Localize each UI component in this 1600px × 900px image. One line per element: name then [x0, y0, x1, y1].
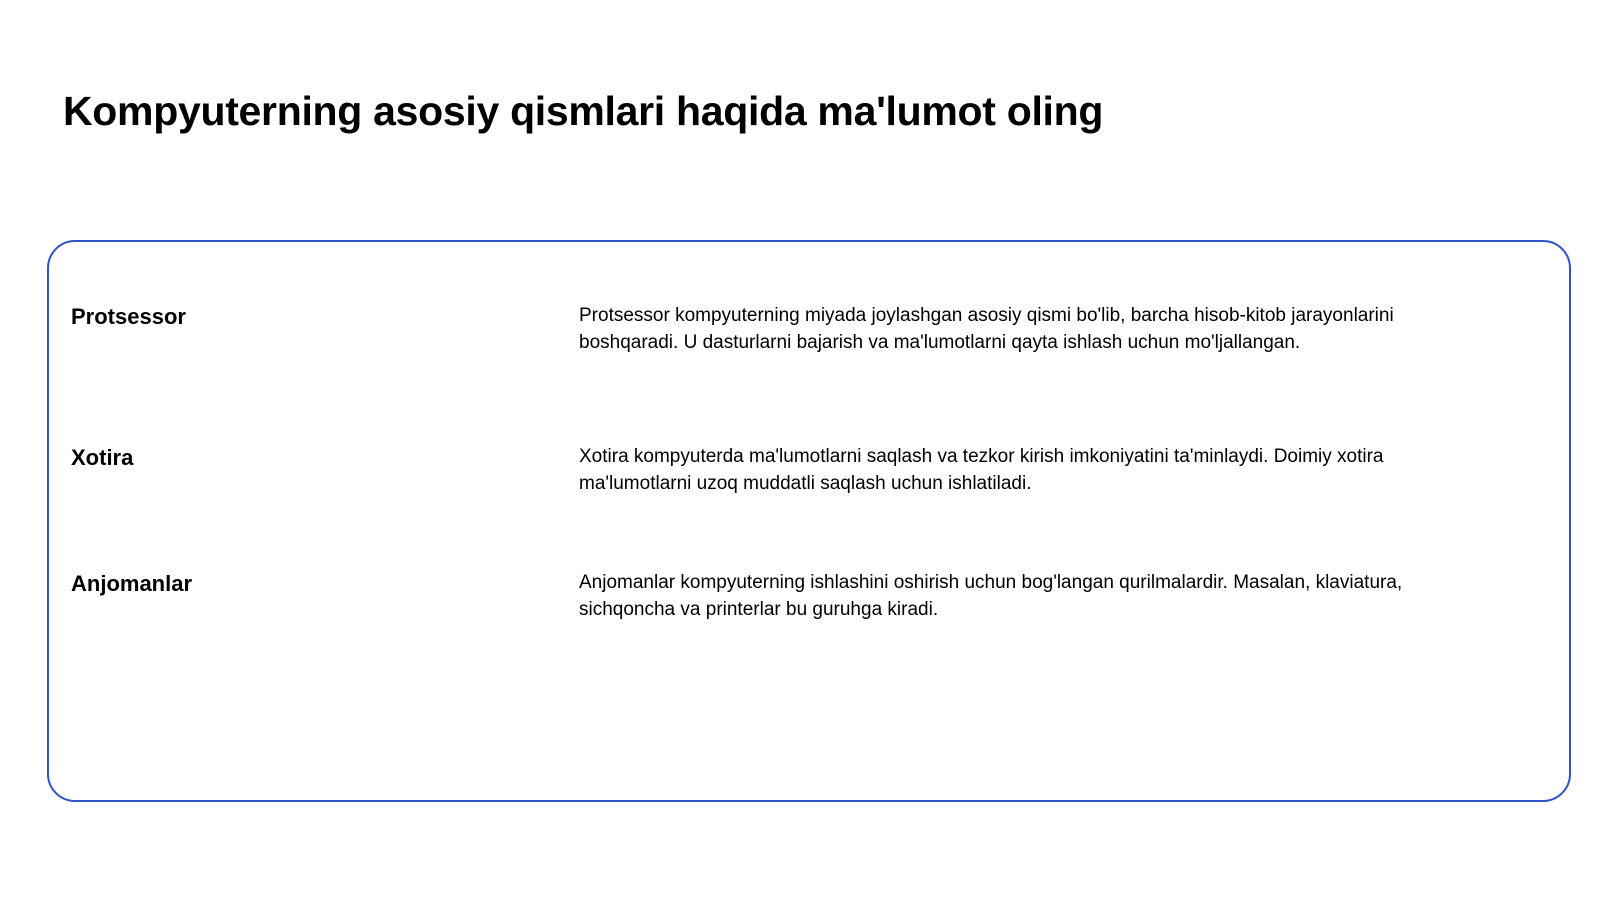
content-card: [47, 240, 1571, 802]
term-label: Xotira: [71, 445, 134, 470]
page-title: Kompyuterning asosiy qismlari haqida ma'lumot oling: [63, 88, 1104, 134]
term-label: Protsessor: [71, 304, 186, 329]
term-label: Anjomanlar: [71, 571, 193, 596]
term-description: Anjomanlar kompyuterning ishlashini oshirish uchun bog'langan qurilmalardir. Masalan, klaviatura, sichqoncha va printerlar bu guruhga kiradi.: [579, 572, 1403, 620]
term-description: Protsessor kompyuterning miyada joylashgan asosiy qismi bo'lib, barcha hisob-kitob jarayonlarini boshqaradi. U dasturlarni bajarish va ma'lumotlarni qayta ishlash uchun mo'ljallangan.: [579, 305, 1394, 353]
term-description: Xotira kompyuterda ma'lumotlarni saqlash va tezkor kirish imkoniyatini ta'minlaydi. Doimiy xotira ma'lumotlarni uzoq muddatli saqlash uchun ishlatiladi.: [579, 446, 1384, 494]
